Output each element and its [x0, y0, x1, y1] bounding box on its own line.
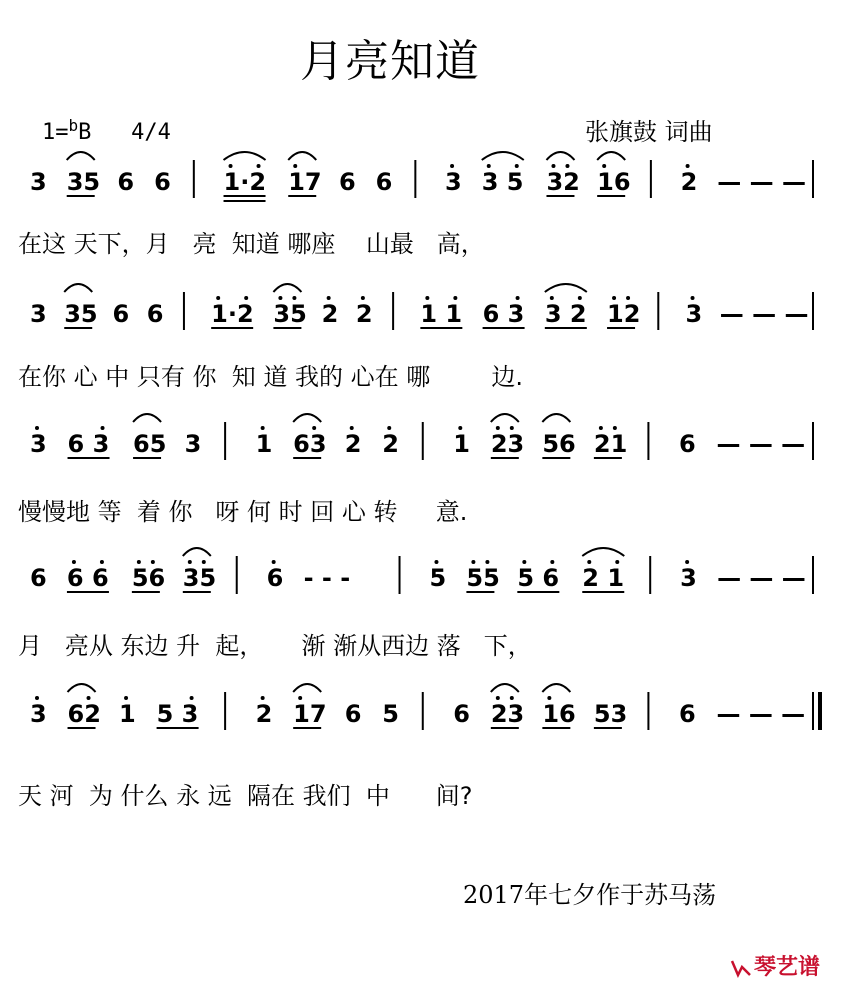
lyric-line-1: 在这 天下，月 亮 知道 哪座 山最 高，: [18, 230, 485, 258]
tie-arc: [491, 414, 519, 422]
octave-dot: [602, 164, 606, 168]
note-group: 6 3: [482, 300, 525, 328]
lyric-line-2: 在你 心 中 只有 你 知 道 我的 心在 哪 边.: [18, 363, 523, 391]
octave-dot: [261, 426, 265, 430]
octave-dot: [190, 696, 194, 700]
octave-dot: [471, 560, 475, 564]
note-group: 3: [30, 168, 47, 196]
note-group: 6: [266, 564, 284, 592]
note-group: 6 6: [66, 564, 109, 592]
key-prefix: 1=: [42, 120, 69, 145]
note-group: 3: [30, 430, 47, 458]
note-group: 35: [64, 300, 98, 328]
octave-dot: [124, 696, 128, 700]
note-group: 2: [344, 430, 362, 458]
note-group: 1: [453, 430, 470, 458]
octave-dot: [550, 296, 554, 300]
tie-arc: [491, 684, 519, 692]
sustain-dashes: — — —: [716, 700, 806, 728]
octave-dot: [587, 560, 591, 564]
note-group: 62: [67, 700, 101, 728]
octave-dot: [298, 696, 302, 700]
octave-dot: [626, 296, 630, 300]
tie-arc: [542, 414, 570, 422]
note-group: 6: [344, 700, 362, 728]
octave-dot: [229, 164, 233, 168]
octave-dot: [485, 560, 489, 564]
note-group: 53: [593, 700, 628, 728]
note-group: 2: [321, 300, 339, 328]
note-group: 21: [593, 430, 628, 458]
key-flat: b: [68, 116, 79, 135]
octave-dot: [293, 164, 297, 168]
note-group: 2: [355, 300, 373, 328]
note-group: 2: [382, 430, 399, 458]
note-group: 3: [680, 564, 697, 592]
octave-dot: [516, 296, 520, 300]
note-group: 6: [678, 700, 696, 728]
tie-arc: [64, 284, 92, 292]
composer-credit: 张旗鼓 词曲: [585, 118, 713, 146]
octave-dot: [101, 426, 105, 430]
octave-dot: [202, 560, 206, 564]
octave-dot: [522, 560, 526, 564]
note-group: 17: [288, 168, 322, 196]
note-group: 6: [678, 430, 696, 458]
note-group: 2: [255, 700, 273, 728]
tie-arc: [183, 548, 211, 556]
note-group: 6: [453, 700, 470, 728]
note-group: 35: [182, 564, 217, 592]
tie-arc: [293, 684, 321, 692]
octave-dot: [151, 560, 155, 564]
tie-arc: [482, 152, 524, 160]
octave-dot: [361, 296, 365, 300]
note-group: 32: [546, 168, 580, 196]
octave-dot: [292, 296, 296, 300]
tie-arc: [273, 284, 301, 292]
sustain-dashes: — — —: [717, 168, 807, 196]
sustain-dashes: - - -: [303, 564, 351, 592]
octave-dot: [496, 696, 500, 700]
note-group: 2: [680, 168, 698, 196]
octave-dot: [613, 426, 617, 430]
note-group: 1·2: [211, 300, 254, 328]
octave-dot: [550, 560, 554, 564]
octave-dot: [599, 426, 603, 430]
tie-arc: [133, 414, 161, 422]
note-group: 56: [131, 564, 166, 592]
note-group: 2 1: [582, 564, 625, 592]
note-group: 5 6: [517, 564, 560, 592]
tie-arc: [293, 414, 321, 422]
tie-arc: [224, 152, 266, 160]
note-group: 6: [117, 168, 135, 196]
tie-arc: [597, 152, 625, 160]
note-group: 1 1: [420, 300, 463, 328]
octave-dot: [100, 560, 104, 564]
octave-dot: [551, 164, 555, 168]
note-group: 5 3: [156, 700, 199, 728]
tie-arc: [288, 152, 316, 160]
octave-dot: [487, 164, 491, 168]
note-group: 5: [429, 564, 447, 592]
octave-dot: [685, 560, 689, 564]
octave-dot: [686, 164, 690, 168]
octave-dot: [612, 296, 616, 300]
lyric-line-4: 月 亮从 东边 升 起， 渐 渐从西边 落 下，: [18, 632, 532, 660]
note-group: 35: [273, 300, 307, 328]
song-title: 月亮知道: [300, 36, 480, 87]
tie-arc: [582, 548, 624, 556]
note-group: 63: [293, 430, 327, 458]
site-logo: [730, 950, 820, 981]
octave-dot: [137, 560, 141, 564]
octave-dot: [496, 426, 500, 430]
note-group: 3: [30, 700, 47, 728]
tie-arc: [546, 152, 574, 160]
octave-dot: [327, 296, 331, 300]
note-group: 17: [293, 700, 327, 728]
note-group: 1: [255, 430, 273, 458]
note-group: 6: [338, 168, 356, 196]
octave-dot: [87, 696, 91, 700]
octave-dot: [350, 426, 354, 430]
tie-arc: [542, 684, 570, 692]
note-group: 6: [30, 564, 47, 592]
octave-dot: [453, 296, 457, 300]
note-group: 3 5: [481, 168, 524, 196]
octave-dot: [278, 296, 282, 300]
composition-note: 2017年七夕作于苏马荡: [463, 881, 717, 909]
note-group: 3: [30, 300, 47, 328]
octave-dot: [434, 560, 438, 564]
note-group: 6: [112, 300, 130, 328]
tie-arc: [68, 684, 96, 692]
note-group: 35: [66, 168, 101, 196]
logo-text: 琴艺谱: [754, 955, 821, 980]
octave-dot: [35, 426, 39, 430]
note-group: 6: [154, 168, 171, 196]
lyric-line-5: 天 河 为 什么 永 远 隔在 我们 中 间?: [18, 782, 473, 810]
octave-dot: [244, 296, 248, 300]
octave-dot: [312, 426, 316, 430]
octave-dot: [188, 560, 192, 564]
octave-dot: [72, 560, 76, 564]
sustain-dashes: — — —: [716, 430, 806, 458]
tie-arc: [545, 284, 587, 292]
octave-dot: [257, 164, 261, 168]
octave-dot: [272, 560, 276, 564]
note-group: 3: [445, 168, 462, 196]
note-group: 1·2: [223, 168, 267, 196]
octave-dot: [510, 696, 514, 700]
lyric-line-3: 慢慢地 等 着 你 呀 何 时 回 心 转 意.: [18, 498, 468, 526]
note-group: 12: [607, 300, 641, 328]
octave-dot: [216, 296, 220, 300]
note-group: 6: [375, 168, 393, 196]
tie-arc: [67, 152, 95, 160]
note-group: 23: [490, 700, 525, 728]
time-signature: 4/4: [131, 120, 171, 145]
note-group: 16: [542, 700, 576, 728]
octave-dot: [691, 296, 695, 300]
note-group: 16: [597, 168, 631, 196]
octave-dot: [510, 426, 514, 430]
octave-dot: [578, 296, 582, 300]
note-group: 3: [685, 300, 703, 328]
note-group: 56: [542, 430, 576, 458]
octave-dot: [615, 560, 619, 564]
note-group: 65: [133, 430, 167, 458]
note-group: 1: [119, 700, 136, 728]
octave-dot: [450, 164, 454, 168]
note-group: 23: [490, 430, 525, 458]
note-group: 6 3: [67, 430, 110, 458]
note-group: 5: [382, 700, 399, 728]
note-group: 3 2: [544, 300, 587, 328]
octave-dot: [458, 426, 462, 430]
octave-dot: [35, 696, 39, 700]
note-group: 6: [146, 300, 164, 328]
key-note: B: [78, 120, 92, 145]
note-group: 3: [184, 430, 202, 458]
octave-dot: [261, 696, 265, 700]
sustain-dashes: — — —: [717, 564, 806, 592]
octave-dot: [425, 296, 429, 300]
sustain-dashes: — — —: [719, 300, 809, 328]
logo-mark-icon: [730, 957, 752, 979]
octave-dot: [387, 426, 391, 430]
octave-dot: [565, 164, 569, 168]
note-group: 55: [466, 564, 500, 592]
octave-dot: [515, 164, 519, 168]
octave-dot: [547, 696, 551, 700]
